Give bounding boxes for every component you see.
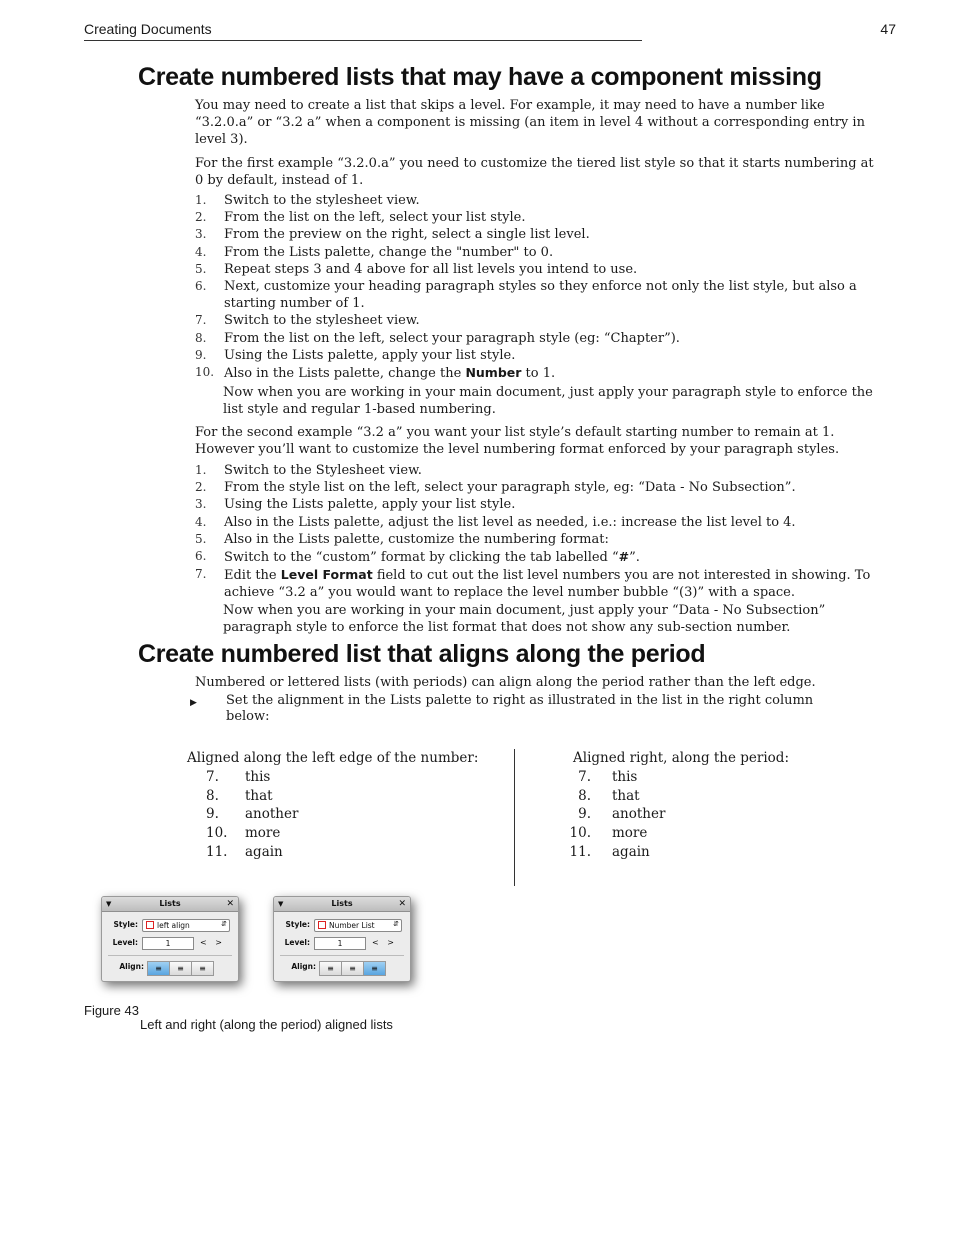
palette-title: Lists — [331, 899, 353, 908]
palette-titlebar[interactable] — [274, 897, 410, 912]
item-number: 11. — [206, 843, 228, 860]
palette-titlebar[interactable] — [102, 897, 238, 912]
section-heading-missing-component: Create numbered lists that may have a component missing — [138, 63, 822, 91]
right-column-heading: Aligned right, along the period: — [573, 750, 789, 766]
list-item — [195, 209, 885, 226]
step-number: 4. — [195, 244, 207, 259]
running-header — [84, 20, 896, 42]
list-item — [195, 548, 885, 566]
step-text: Using the Lists palette, apply your list style. — [224, 347, 516, 363]
style-select[interactable] — [314, 919, 402, 932]
note-2: Now when you are working in your main document, just apply your “Data - No Subsection” paragraph style to enforce the list format that does not show any sub-section number. — [223, 603, 826, 635]
list-item — [195, 192, 885, 209]
list-item — [195, 330, 885, 347]
section2-intro: Numbered or lettered lists (with periods) can align along the period rather than the left edge. — [195, 675, 816, 690]
align-center-button[interactable]: ≡ — [169, 961, 192, 976]
step-text-after: field to cut out the list level numbers you are not interested in showing. To achieve “3.2 a” you would want to replace the level number bubble “(3)” with a space. — [224, 568, 871, 601]
item-word: more — [612, 825, 648, 842]
item-number: 10. — [569, 825, 591, 842]
item-word: another — [245, 806, 299, 823]
step-text: Also in the Lists palette, customize the numbering format: — [224, 531, 609, 547]
step-number: 7. — [195, 567, 207, 582]
section-heading-align-period: Create numbered list that aligns along the period — [138, 640, 706, 668]
step-number: 3. — [195, 227, 207, 242]
right-aligned-list-column — [569, 748, 893, 861]
level-label: Level: — [284, 938, 310, 947]
item-word: again — [245, 843, 283, 860]
list-item — [195, 278, 885, 312]
list-style-swatch-icon — [146, 921, 154, 929]
steps-list-1 — [195, 192, 885, 382]
step-number: 1. — [195, 463, 207, 477]
bullet-triangle-icon: ▶ — [190, 698, 197, 708]
style-row — [102, 918, 238, 932]
align-row — [102, 960, 238, 974]
step-text: From the style list on the left, select your paragraph style, eg: “Data - No Subsection”. — [224, 480, 796, 496]
list-item — [195, 312, 885, 329]
column-divider — [514, 749, 515, 886]
page-number: 47 — [880, 21, 896, 37]
figure-caption: Left and right (along the period) aligned lists — [140, 1017, 393, 1032]
step-text: From the preview on the right, select a single list level. — [224, 227, 590, 243]
align-right-button[interactable]: ≡ — [191, 961, 214, 976]
step-number: 1. — [195, 193, 207, 207]
step-number: 3. — [195, 497, 207, 512]
align-left-button[interactable]: ≡ — [319, 961, 342, 976]
list-item — [187, 787, 507, 806]
level-input[interactable]: 1 — [142, 937, 194, 950]
steps-list-2 — [195, 462, 885, 602]
item-number: 9. — [206, 806, 219, 823]
item-number: 8. — [206, 787, 219, 804]
list-item — [569, 843, 893, 862]
close-icon[interactable]: ✕ — [226, 899, 234, 909]
item-word: that — [245, 787, 273, 804]
ui-label-hash-tab: # — [618, 549, 630, 565]
palette-menu-triangle-icon[interactable]: ▼ — [278, 900, 284, 908]
updown-arrows-icon: ⇵ — [393, 920, 399, 928]
style-label: Style: — [113, 920, 138, 929]
item-number: 9. — [578, 806, 591, 823]
align-label: Align: — [291, 962, 316, 971]
palette-divider — [108, 955, 232, 956]
palette-menu-triangle-icon[interactable]: ▼ — [106, 900, 112, 908]
note-1: Now when you are working in your main document, just apply your paragraph style to enforce the list style and regular 1-based numbering. — [223, 385, 873, 417]
lists-palette-left-align — [101, 896, 239, 982]
palette-divider — [280, 955, 404, 956]
style-label: Style: — [285, 920, 310, 929]
step-text: From the Lists palette, change the "number" to 0. — [224, 244, 554, 260]
list-item — [573, 805, 893, 824]
align-left-button[interactable]: ≡ — [147, 961, 170, 976]
step-text: Switch to the stylesheet view. — [224, 313, 420, 329]
step-number: 4. — [195, 514, 207, 529]
list-item — [187, 768, 507, 787]
step-number: 5. — [195, 261, 207, 276]
example2-intro: For the second example “3.2 a” you want your list style’s default starting number to remain at 1. However you’ll want to customize the level numbering format enforced by your paragraph styles. — [195, 425, 840, 457]
list-item — [195, 347, 885, 364]
header-title: Creating Documents — [84, 21, 212, 37]
item-number: 7. — [578, 769, 591, 785]
item-word: this — [245, 769, 271, 785]
step-number: 10. — [195, 365, 215, 380]
ui-label-level-format: Level Format — [280, 567, 373, 583]
item-number: 11. — [569, 843, 591, 860]
list-item — [195, 531, 885, 548]
item-number: 7. — [206, 769, 219, 785]
example1-intro: For the first example “3.2.0.a” you need to customize the tiered list style so that it starts numbering at 0 by default, instead of 1. — [195, 156, 874, 188]
left-aligned-list-column — [187, 748, 507, 861]
list-item — [195, 496, 885, 513]
left-column-heading: Aligned along the left edge of the number: — [187, 750, 479, 766]
level-row — [274, 936, 410, 950]
step-text: Switch to the Stylesheet view. — [224, 463, 422, 478]
item-word: again — [612, 843, 650, 860]
list-item — [187, 824, 507, 843]
list-item — [187, 843, 507, 862]
step-text-before: Switch to the “custom” format by clicking the tab labelled “ — [224, 550, 619, 566]
ui-label-number: Number — [465, 365, 522, 381]
palette-title: Lists — [159, 899, 181, 908]
list-item — [195, 566, 885, 601]
list-item — [195, 364, 885, 382]
level-stepper-icon[interactable]: < > — [372, 938, 397, 947]
step-text: Switch to the stylesheet view. — [224, 193, 420, 208]
step-text: Also in the Lists palette, adjust the list level as needed, i.e.: increase the list level to 4. — [224, 514, 796, 530]
item-word: this — [612, 769, 638, 785]
item-word: that — [612, 787, 640, 804]
step-text-after: to 1. — [521, 366, 556, 382]
align-buttons — [320, 961, 386, 974]
step-text-before: Edit the — [224, 568, 281, 584]
item-word: another — [612, 806, 666, 823]
style-select-value: Number List — [329, 921, 375, 930]
list-item — [195, 226, 885, 243]
list-item — [195, 479, 885, 496]
step-number: 9. — [195, 347, 207, 362]
level-stepper-icon[interactable]: < > — [200, 938, 225, 947]
list-item — [195, 261, 885, 278]
figure-number: Figure 43 — [84, 1003, 139, 1018]
list-item — [573, 768, 893, 787]
step-text: Using the Lists palette, apply your list style. — [224, 497, 516, 513]
item-word: more — [245, 825, 281, 842]
updown-arrows-icon: ⇵ — [221, 920, 227, 928]
step-number: 2. — [195, 480, 207, 495]
list-item — [195, 514, 885, 531]
level-input[interactable]: 1 — [314, 937, 366, 950]
list-item — [195, 462, 885, 479]
item-number: 8. — [578, 787, 591, 804]
step-number: 7. — [195, 313, 207, 328]
bullet-text: Set the alignment in the Lists palette to right as illustrated in the list in the right column below: — [226, 693, 814, 724]
section1-intro: You may need to create a list that skips a level. For example, it may need to have a number like “3.2.0.a” or “3.2 a” when a component is missing (an item in level 4 without a corresponding entry in level 3). — [195, 98, 865, 147]
list-style-swatch-icon — [318, 921, 326, 929]
align-row — [274, 960, 410, 974]
bullet-item — [190, 693, 850, 725]
step-text: From the list on the left, select your paragraph style (eg: “Chapter”). — [224, 330, 680, 346]
level-row — [102, 936, 238, 950]
step-text: From the list on the left, select your list style. — [224, 210, 526, 226]
align-buttons — [148, 961, 214, 974]
close-icon[interactable]: ✕ — [398, 899, 406, 909]
step-text: Repeat steps 3 and 4 above for all list levels you intend to use. — [224, 261, 638, 277]
list-item — [569, 824, 893, 843]
level-label: Level: — [112, 938, 138, 947]
align-label: Align: — [119, 962, 144, 971]
list-item — [187, 805, 507, 824]
list-item — [573, 787, 893, 806]
step-text-before: Also in the Lists palette, change the — [224, 366, 466, 382]
lists-palette-number-list — [273, 896, 411, 982]
style-select[interactable] — [142, 919, 230, 932]
step-text-after: ”. — [629, 550, 640, 566]
item-number: 10. — [206, 825, 228, 842]
step-text: Next, customize your heading paragraph styles so they enforce not only the list style, but also a starting number of 1. — [224, 279, 857, 312]
align-right-button[interactable]: ≡ — [363, 961, 386, 976]
step-number: 5. — [195, 531, 207, 546]
step-number: 6. — [195, 549, 207, 564]
style-row — [274, 918, 410, 932]
list-item — [195, 244, 885, 261]
step-number: 2. — [195, 210, 207, 225]
step-number: 6. — [195, 279, 207, 294]
step-number: 8. — [195, 330, 207, 345]
header-rule — [84, 40, 642, 41]
align-center-button[interactable]: ≡ — [341, 961, 364, 976]
style-select-value: left align — [157, 921, 190, 930]
